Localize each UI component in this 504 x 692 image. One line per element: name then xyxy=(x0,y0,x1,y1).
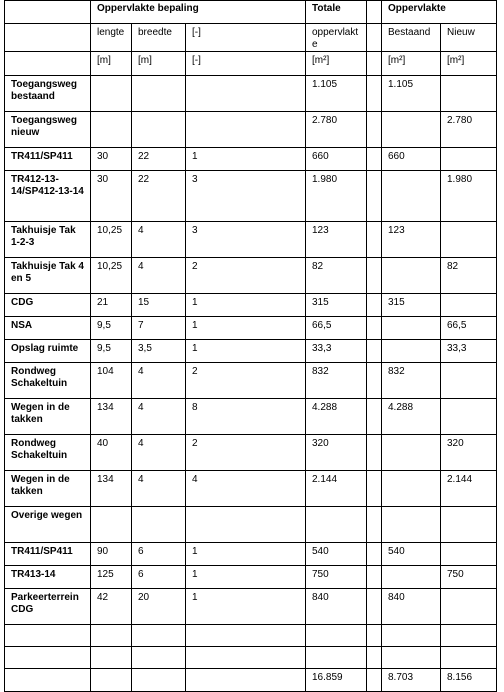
cell-count xyxy=(186,112,306,148)
cell-nieuw xyxy=(441,222,497,258)
spacer-cell xyxy=(367,399,382,435)
cell-breedte: 22 xyxy=(132,148,186,171)
cell-lengte: 10,25 xyxy=(91,222,132,258)
cell-breedte: 4 xyxy=(132,435,186,471)
cell-nieuw xyxy=(441,363,497,399)
cell-bestaand xyxy=(382,112,441,148)
spacer-cell xyxy=(367,543,382,566)
table-row xyxy=(5,435,497,471)
cell-nieuw xyxy=(441,589,497,625)
header-units-row xyxy=(5,52,497,76)
cell-bestaand xyxy=(382,471,441,507)
header-spacer-cell xyxy=(367,52,382,76)
cell-lengte: 134 xyxy=(91,399,132,435)
cell-breedte xyxy=(132,112,186,148)
cell-bestaand: 4.288 xyxy=(382,399,441,435)
spacer-cell xyxy=(367,507,382,543)
cell-breedte: 20 xyxy=(132,589,186,625)
header-lengte: lengte xyxy=(91,24,132,52)
cell-totale: 320 xyxy=(306,435,367,471)
cell-bestaand xyxy=(382,566,441,589)
row-label: TR413-14 xyxy=(5,566,91,589)
cell-totale: 66,5 xyxy=(306,317,367,340)
cell-breedte: 3,5 xyxy=(132,340,186,363)
spacer-cell xyxy=(367,148,382,171)
cell-lengte: 30 xyxy=(91,171,132,222)
cell-nieuw: 66,5 xyxy=(441,317,497,340)
cell-bestaand xyxy=(382,507,441,543)
header-breedte: breedte xyxy=(132,24,186,52)
row-label: Wegen in de takken xyxy=(5,399,91,435)
row-label: Takhuisje Tak 1-2-3 xyxy=(5,222,91,258)
table-row xyxy=(5,399,497,435)
empty-cell xyxy=(186,625,306,647)
row-label: TR412-13-14/SP412-13-14 xyxy=(5,171,91,222)
header-nieuw: Nieuw xyxy=(441,24,497,52)
row-label: Opslag ruimte xyxy=(5,340,91,363)
cell-count: 1 xyxy=(186,317,306,340)
empty-cell xyxy=(91,625,132,647)
cell-breedte: 15 xyxy=(132,294,186,317)
table-row xyxy=(5,566,497,589)
cell-bestaand xyxy=(382,258,441,294)
empty-cell xyxy=(306,625,367,647)
blank-row xyxy=(5,647,497,669)
empty-cell xyxy=(132,669,186,692)
table-row xyxy=(5,258,497,294)
row-label: Parkeerterrein CDG xyxy=(5,589,91,625)
cell-nieuw: 1.980 xyxy=(441,171,497,222)
cell-count: 3 xyxy=(186,171,306,222)
empty-cell xyxy=(91,669,132,692)
total-bestaand: 8.703 xyxy=(382,669,441,692)
cell-nieuw xyxy=(441,294,497,317)
cell-nieuw: 2.780 xyxy=(441,112,497,148)
cell-lengte: 104 xyxy=(91,363,132,399)
spacer-cell xyxy=(367,294,382,317)
cell-nieuw: 320 xyxy=(441,435,497,471)
header-row-1 xyxy=(5,1,497,24)
cell-bestaand xyxy=(382,340,441,363)
empty-cell xyxy=(5,669,91,692)
cell-totale: 840 xyxy=(306,589,367,625)
cell-totale: 1.980 xyxy=(306,171,367,222)
cell-bestaand xyxy=(382,435,441,471)
cell-nieuw xyxy=(441,399,497,435)
cell-lengte xyxy=(91,112,132,148)
empty-cell xyxy=(5,625,91,647)
cell-breedte: 7 xyxy=(132,317,186,340)
cell-count: 3 xyxy=(186,222,306,258)
empty-cell xyxy=(367,647,382,669)
cell-lengte xyxy=(91,76,132,112)
cell-lengte: 90 xyxy=(91,543,132,566)
cell-breedte: 4 xyxy=(132,363,186,399)
cell-count: 1 xyxy=(186,340,306,363)
spacer-cell xyxy=(367,258,382,294)
total-nieuw: 8.156 xyxy=(441,669,497,692)
cell-totale: 315 xyxy=(306,294,367,317)
row-label: Toegangsweg bestaand xyxy=(5,76,91,112)
cell-count: 2 xyxy=(186,258,306,294)
cell-count: 2 xyxy=(186,363,306,399)
spacer-cell xyxy=(367,471,382,507)
header-spacer-cell xyxy=(367,24,382,52)
row-label: Overige wegen xyxy=(5,507,91,543)
cell-nieuw xyxy=(441,507,497,543)
row-label: CDG xyxy=(5,294,91,317)
cell-breedte: 6 xyxy=(132,566,186,589)
cell-bestaand: 315 xyxy=(382,294,441,317)
empty-cell xyxy=(306,647,367,669)
cell-breedte xyxy=(132,76,186,112)
table-row xyxy=(5,589,497,625)
spacer-cell xyxy=(367,566,382,589)
cell-totale: 2.780 xyxy=(306,112,367,148)
spacer-cell xyxy=(367,435,382,471)
header-oppervlakte-bepaling: Oppervlakte bepaling xyxy=(91,1,306,24)
cell-totale: 832 xyxy=(306,363,367,399)
header-spacer-cell xyxy=(367,1,382,24)
cell-totale: 123 xyxy=(306,222,367,258)
table-row xyxy=(5,112,497,148)
header-bestaand: Bestaand xyxy=(382,24,441,52)
cell-lengte xyxy=(91,507,132,543)
header-count: [-] xyxy=(186,24,306,52)
cell-lengte: 134 xyxy=(91,471,132,507)
spacer-cell xyxy=(367,76,382,112)
row-label: NSA xyxy=(5,317,91,340)
row-label: Rondweg Schakeltuin xyxy=(5,435,91,471)
cell-breedte: 6 xyxy=(132,543,186,566)
cell-totale: 33,3 xyxy=(306,340,367,363)
unit-bestaand: [m²] xyxy=(382,52,441,76)
cell-lengte: 125 xyxy=(91,566,132,589)
spacer-cell xyxy=(367,222,382,258)
cell-count: 1 xyxy=(186,589,306,625)
unit-count: [-] xyxy=(186,52,306,76)
empty-cell xyxy=(441,647,497,669)
cell-nieuw xyxy=(441,76,497,112)
empty-cell xyxy=(382,625,441,647)
cell-nieuw: 2.144 xyxy=(441,471,497,507)
cell-bestaand: 540 xyxy=(382,543,441,566)
table-row xyxy=(5,340,497,363)
empty-cell xyxy=(186,647,306,669)
unit-nieuw: [m²] xyxy=(441,52,497,76)
cell-count: 2 xyxy=(186,435,306,471)
cell-bestaand: 1.105 xyxy=(382,76,441,112)
cell-bestaand: 840 xyxy=(382,589,441,625)
spacer-cell xyxy=(367,669,382,692)
spacer-cell xyxy=(367,317,382,340)
header-totale-oppervlakte: oppervlakte xyxy=(306,24,367,52)
unit-lengte: [m] xyxy=(91,52,132,76)
spacer-cell xyxy=(367,589,382,625)
empty-cell xyxy=(132,625,186,647)
row-label: Toegangsweg nieuw xyxy=(5,112,91,148)
header-totale: Totale xyxy=(306,1,367,24)
cell-nieuw xyxy=(441,148,497,171)
row-label: Wegen in de takken xyxy=(5,471,91,507)
cell-count: 1 xyxy=(186,566,306,589)
cell-bestaand: 832 xyxy=(382,363,441,399)
table-row xyxy=(5,317,497,340)
spacer-cell xyxy=(367,112,382,148)
cell-breedte: 22 xyxy=(132,171,186,222)
empty-cell xyxy=(367,625,382,647)
cell-count: 1 xyxy=(186,294,306,317)
row-label: Takhuisje Tak 4 en 5 xyxy=(5,258,91,294)
empty-cell xyxy=(186,669,306,692)
empty-cell xyxy=(132,647,186,669)
cell-totale: 660 xyxy=(306,148,367,171)
cell-breedte: 4 xyxy=(132,399,186,435)
cell-count xyxy=(186,507,306,543)
oppervlakte-table xyxy=(4,0,497,692)
unit-breedte: [m] xyxy=(132,52,186,76)
cell-totale: 4.288 xyxy=(306,399,367,435)
cell-nieuw: 750 xyxy=(441,566,497,589)
cell-nieuw: 82 xyxy=(441,258,497,294)
cell-lengte: 10,25 xyxy=(91,258,132,294)
spacer-cell xyxy=(367,340,382,363)
cell-lengte: 9,5 xyxy=(91,340,132,363)
table-row xyxy=(5,471,497,507)
row-label: Rondweg Schakeltuin xyxy=(5,363,91,399)
table-row xyxy=(5,363,497,399)
cell-breedte: 4 xyxy=(132,258,186,294)
cell-count: 8 xyxy=(186,399,306,435)
table-row xyxy=(5,543,497,566)
cell-breedte xyxy=(132,507,186,543)
spacer-cell xyxy=(367,363,382,399)
header-empty-cell xyxy=(5,24,91,52)
cell-lengte: 30 xyxy=(91,148,132,171)
cell-totale xyxy=(306,507,367,543)
totals-row xyxy=(5,669,497,692)
cell-count: 4 xyxy=(186,471,306,507)
table-row xyxy=(5,148,497,171)
cell-breedte: 4 xyxy=(132,471,186,507)
cell-bestaand xyxy=(382,317,441,340)
cell-bestaand xyxy=(382,171,441,222)
table-row xyxy=(5,222,497,258)
cell-lengte: 9,5 xyxy=(91,317,132,340)
row-label: TR411/SP411 xyxy=(5,543,91,566)
header-oppervlakte: Oppervlakte xyxy=(382,1,497,24)
empty-cell xyxy=(441,625,497,647)
cell-lengte: 21 xyxy=(91,294,132,317)
header-empty-cell xyxy=(5,52,91,76)
total-totale: 16.859 xyxy=(306,669,367,692)
header-empty-cell xyxy=(5,1,91,24)
cell-bestaand: 660 xyxy=(382,148,441,171)
empty-cell xyxy=(91,647,132,669)
unit-totale: [m²] xyxy=(306,52,367,76)
cell-nieuw xyxy=(441,543,497,566)
empty-cell xyxy=(382,647,441,669)
spacer-cell xyxy=(367,171,382,222)
cell-breedte: 4 xyxy=(132,222,186,258)
cell-nieuw: 33,3 xyxy=(441,340,497,363)
cell-count xyxy=(186,76,306,112)
cell-count: 1 xyxy=(186,148,306,171)
table-row xyxy=(5,507,497,543)
cell-totale: 540 xyxy=(306,543,367,566)
blank-row xyxy=(5,625,497,647)
cell-lengte: 40 xyxy=(91,435,132,471)
cell-bestaand: 123 xyxy=(382,222,441,258)
table-row xyxy=(5,76,497,112)
cell-lengte: 42 xyxy=(91,589,132,625)
table-row xyxy=(5,294,497,317)
header-row-2 xyxy=(5,24,497,52)
row-label: TR411/SP411 xyxy=(5,148,91,171)
empty-cell xyxy=(5,647,91,669)
cell-totale: 2.144 xyxy=(306,471,367,507)
cell-totale: 1.105 xyxy=(306,76,367,112)
cell-count: 1 xyxy=(186,543,306,566)
cell-totale: 750 xyxy=(306,566,367,589)
table-row xyxy=(5,171,497,222)
cell-totale: 82 xyxy=(306,258,367,294)
